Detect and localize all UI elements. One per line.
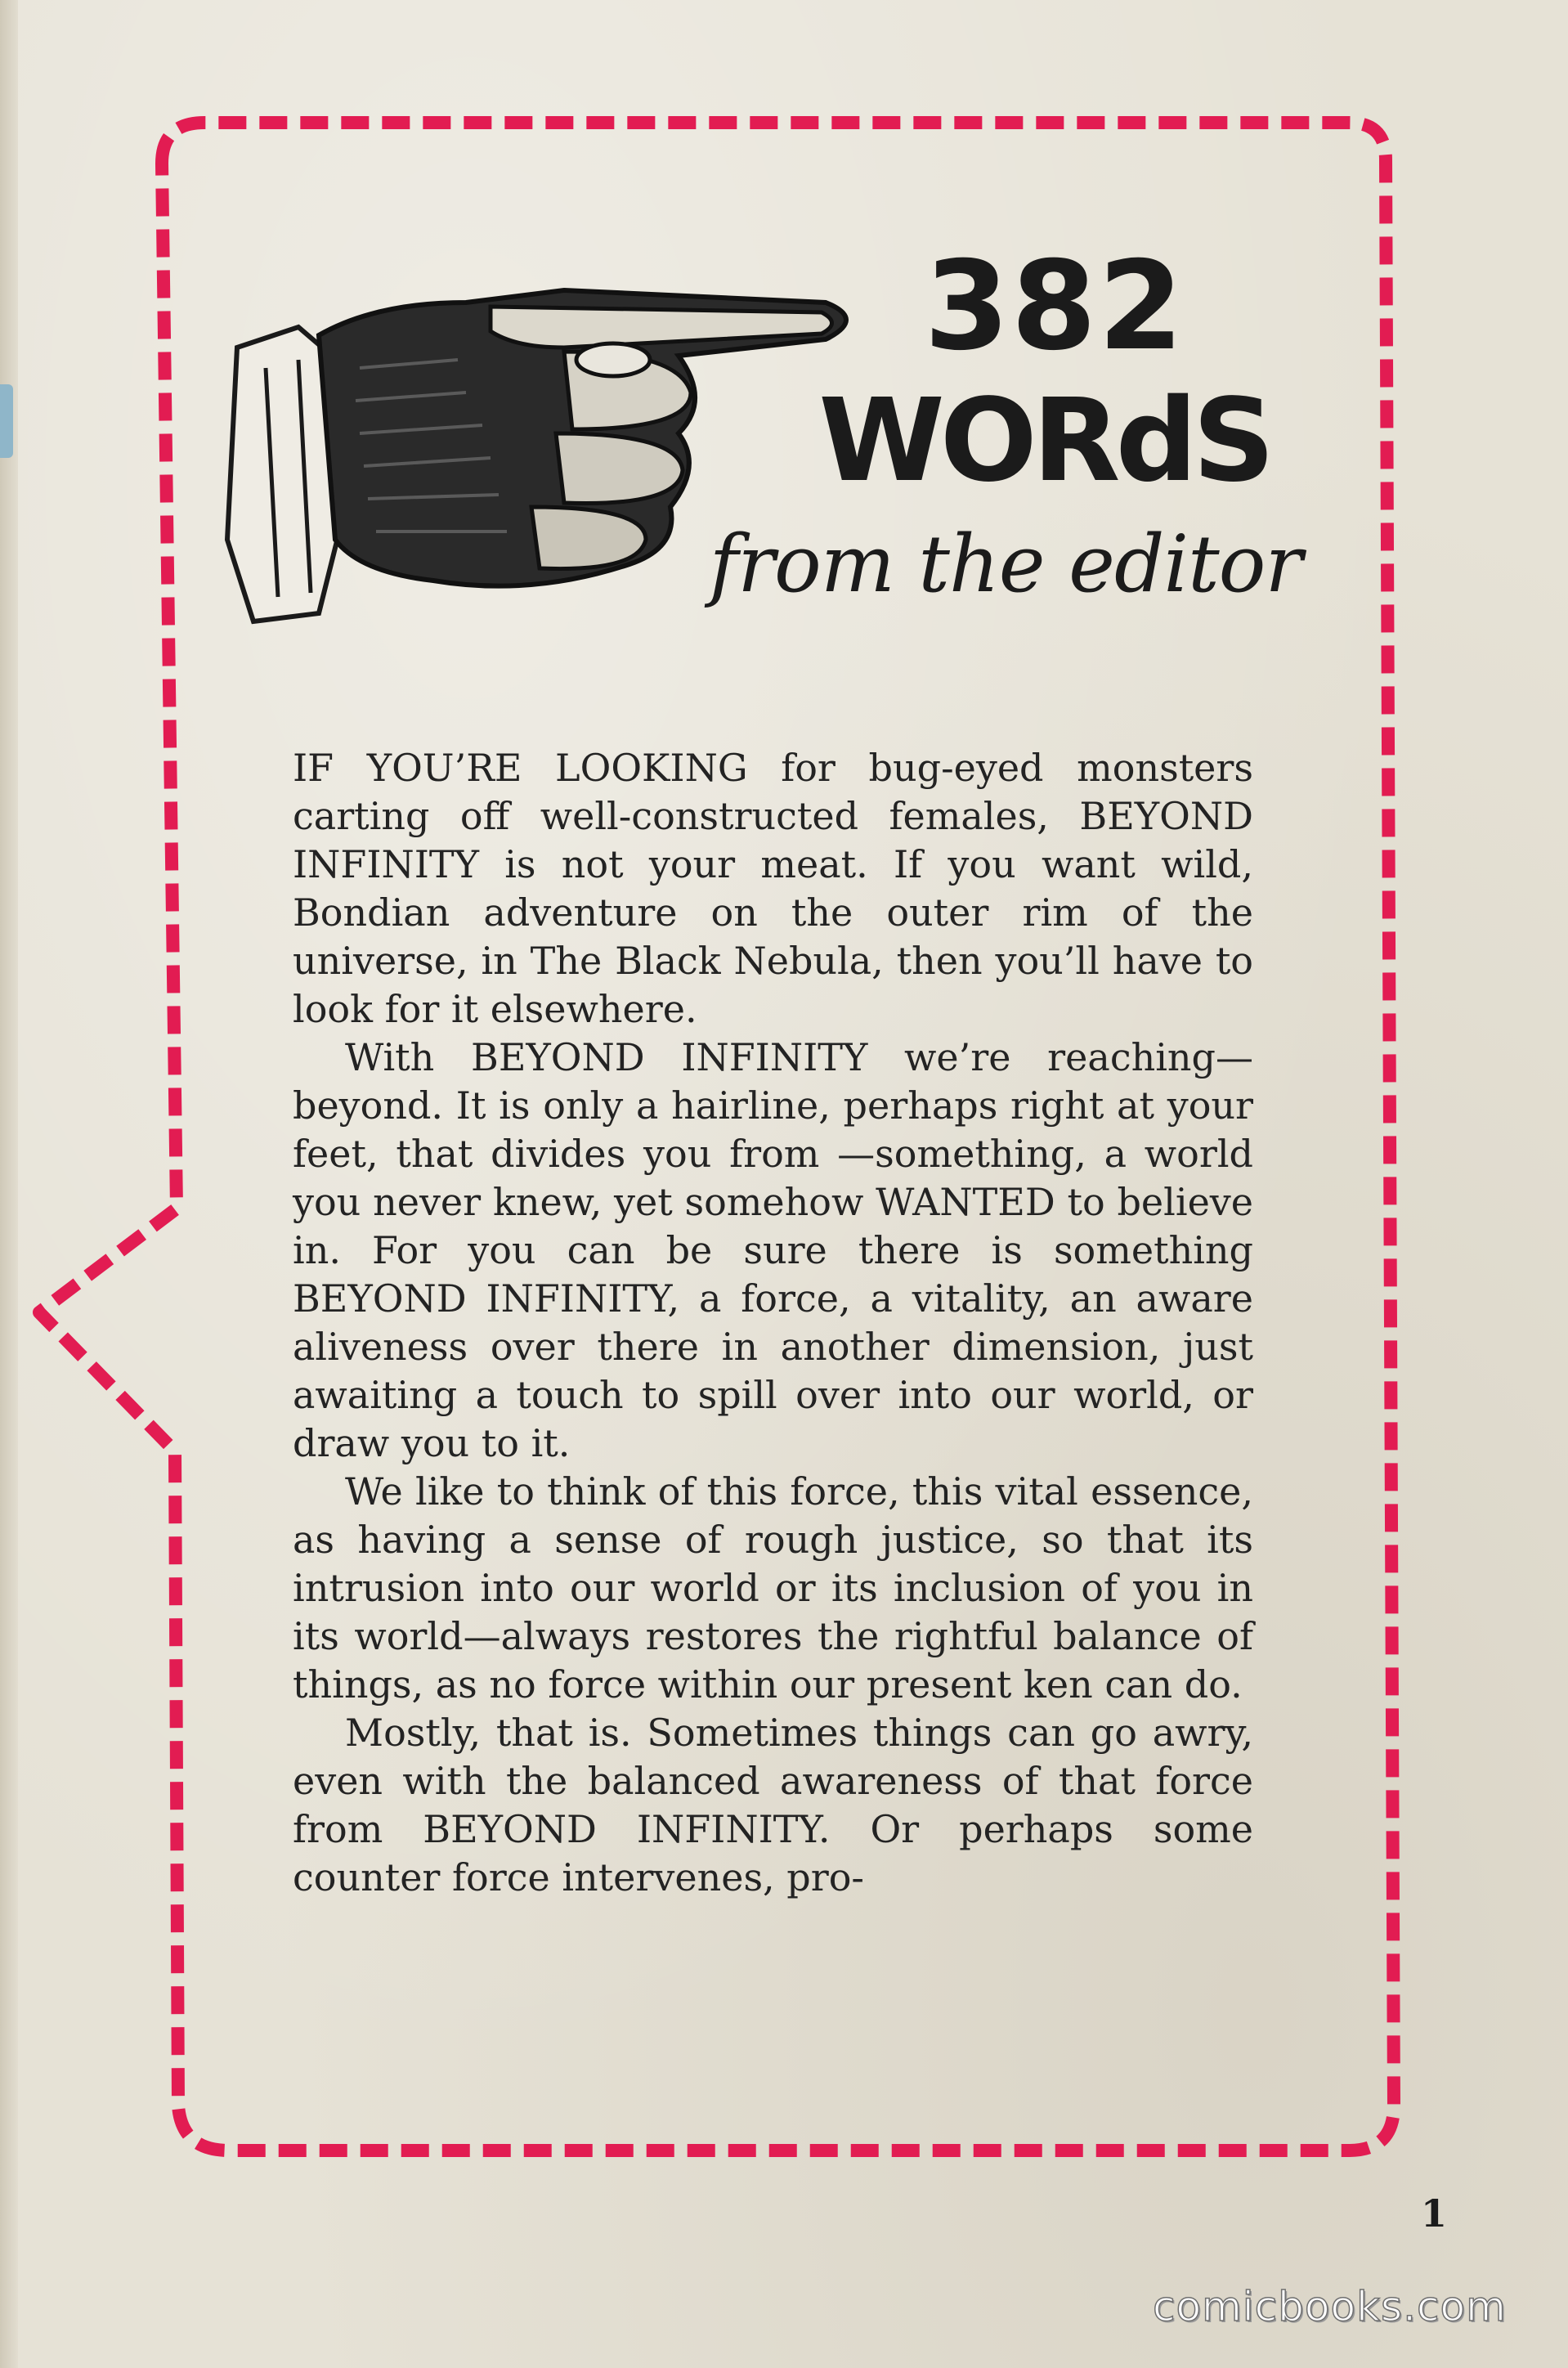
editorial-body xyxy=(293,744,1253,1902)
paragraph: With BEYOND INFINITY we’re reaching—beyond. It is only a hairline, perhaps right at your feet, that divides you from —something, a world you never knew, yet somehow WANTED to believe in. For you can be sure there is something BEYOND INFINITY, a force, a vitality, an aware aliveness over there in another dimension, just awaiting a touch to spill over into our world, or draw you to it. xyxy=(293,1035,1253,1465)
watermark: comicbooks.com xyxy=(1153,2283,1507,2330)
headline-words: WORdS xyxy=(818,374,1270,508)
headline-number: 382 xyxy=(924,235,1185,378)
page-number: 1 xyxy=(1421,2191,1448,2236)
headline-subtitle: from the editor xyxy=(709,518,1302,610)
paragraph: Mostly, that is. Sometimes things can go awry, even with the balanced awareness of that force from BEYOND INFINITY. Or perhaps some counter force intervenes, pro- xyxy=(293,1711,1253,1899)
paragraph: IF YOU’RE LOOKING for bug-eyed monsters carting off well-constructed females, BEYOND INFINITY is not your meat. If you want wild, Bondian adventure on the outer rim of the universe, in The Black Nebula, then you’ll have to look for it elsewhere. xyxy=(293,746,1253,1031)
paragraph: We like to think of this force, this vital essence, as having a sense of rough justice, so that its intrusion into our world or its inclusion of you in its world—always restores the rightful balance of things, as no force within our present ken can do. xyxy=(293,1469,1253,1706)
